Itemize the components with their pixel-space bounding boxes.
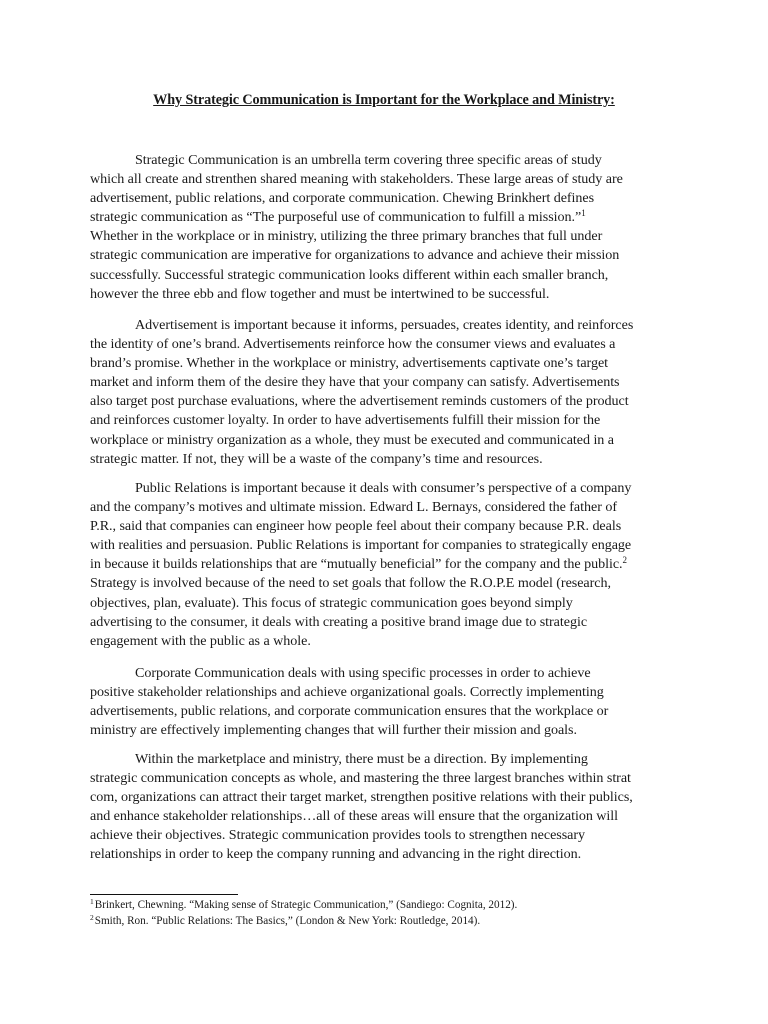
paragraph-line: P.R., said that companies can engineer how people feel about their company because P.R. deals [90, 518, 622, 535]
footnote-item [90, 898, 690, 914]
paragraph-line: Within the marketplace and ministry, there must be a direction. By implementing [135, 751, 588, 767]
paragraph-line: workplace or ministry organization as a whole, they must be executed and communicated in a [90, 431, 614, 448]
paragraph-line: objectives, plan, evaluate). This focus of strategic communication goes beyond simply [90, 594, 573, 611]
paragraph-line: Strategic Communication is an umbrella term covering three specific areas of study [135, 152, 602, 168]
paragraph-line: strategic matter. If not, they will be a waste of the company’s time and resources. [90, 450, 543, 467]
footnotes [90, 898, 690, 929]
paragraph-line: ministry are effectively implementing changes that will further their mission and goals. [90, 722, 577, 739]
paragraph-line: Strategy is involved because of the need to set goals that follow the R.O.P.E model (research, [90, 575, 611, 592]
paragraph-strategic-communication [90, 151, 690, 304]
paragraph-line: also target post purchase evaluations, where the advertisement reminds customers of the product [90, 393, 629, 410]
paragraph-line: successfully. Successful strategic communication looks different within each smaller branch, [90, 266, 609, 283]
footnote-item [90, 914, 690, 930]
paragraph-line-text: in because it builds relationships that are “mutually beneficial” for the company and the public. [90, 556, 623, 573]
paragraph-line: market and inform them of the desire they have that your company can satisfy. Advertisements [90, 374, 620, 391]
paragraph-line: achieve their objectives. Strategic communication provides tools to strengthen necessary [90, 827, 585, 844]
paragraph-line: advertising to the consumer, it deals with creating a positive brand image due to strategic [90, 613, 588, 630]
paragraph-line: and enhance stakeholder relationships…all of these areas will ensure that the organization will [90, 808, 619, 825]
paragraph-line: com, organizations can attract their target market, strengthen positive relations with their publics, [90, 789, 633, 806]
document-title: Why Strategic Communication is Important for the Workplace and Ministry: [153, 92, 615, 108]
paragraph-line: strategic communication are imperative for organizations to advance and achieve their mission [90, 247, 620, 264]
footnote-reference: 1 [581, 208, 586, 219]
paragraph-line: with realities and persuasion. Public Relations is important for companies to strategically engage [90, 537, 632, 554]
paragraph-line: positive stakeholder relationships and achieve organizational goals. Correctly implementing [90, 684, 604, 701]
paragraph-line [90, 208, 690, 227]
paragraph-conclusion [90, 750, 690, 865]
paragraph-line: which all create and strenthen shared meaning with stakeholders. These large areas of study are [90, 171, 623, 188]
paragraph-line: Advertisement is important because it informs, persuades, creates identity, and reinforces [135, 317, 634, 333]
paragraph-line: relationships in order to keep the company running and advancing in the right direction. [90, 846, 582, 863]
paragraph-line: advertisement, public relations, and corporate communication. Chewing Brinkhert defines [90, 190, 595, 207]
paragraph-line: the identity of one’s brand. Advertisements reinforce how the consumer views and evaluates a [90, 336, 616, 353]
paragraph-line: advertisements, public relations, and corporate communication ensures that the workplace or [90, 703, 609, 720]
paragraph-advertisement [90, 316, 690, 469]
paragraph-line: and reinforces customer loyalty. In order to have advertisements fulfill their mission for the [90, 412, 601, 429]
footnote-mark: 1 [90, 897, 94, 906]
paragraph-line: however the three ebb and flow together and must be intertwined to be successful. [90, 285, 550, 302]
paragraph-corporate-communication [90, 664, 690, 740]
paragraph-public-relations [90, 479, 690, 651]
paragraph-line: Public Relations is important because it deals with consumer’s perspective of a company [135, 480, 632, 496]
paragraph-line: Corporate Communication deals with using specific processes in order to achieve [135, 665, 591, 681]
paragraph-line: engagement with the public as a whole. [90, 632, 311, 649]
paragraph-line [90, 555, 690, 574]
paragraph-line: Whether in the workplace or in ministry, utilizing the three primary branches that full under [90, 228, 603, 245]
paragraph-line: and the company’s motives and ultimate mission. Edward L. Bernays, considered the father of [90, 499, 617, 516]
footnote-mark: 2 [90, 912, 94, 922]
footnote-separator [90, 894, 238, 895]
paragraph-line-text: strategic communication as “The purposeful use of communication to fulfill a mission.” [90, 209, 582, 226]
footnote-text: Smith, Ron. “Public Relations: The Basics,” (London & New York: Routledge, 2014). [94, 914, 481, 927]
paragraph-line: strategic communication concepts as whole, and mastering the three largest branches within strat [90, 770, 631, 787]
footnote-text: Brinkert, Chewning. “Making sense of Strategic Communication,” (Sandiego: Cognita, 2012). [94, 899, 518, 911]
paragraph-line: brand’s promise. Whether in the workplace or ministry, advertisements captivate one’s target [90, 355, 609, 372]
footnote-reference: 2 [622, 555, 627, 566]
